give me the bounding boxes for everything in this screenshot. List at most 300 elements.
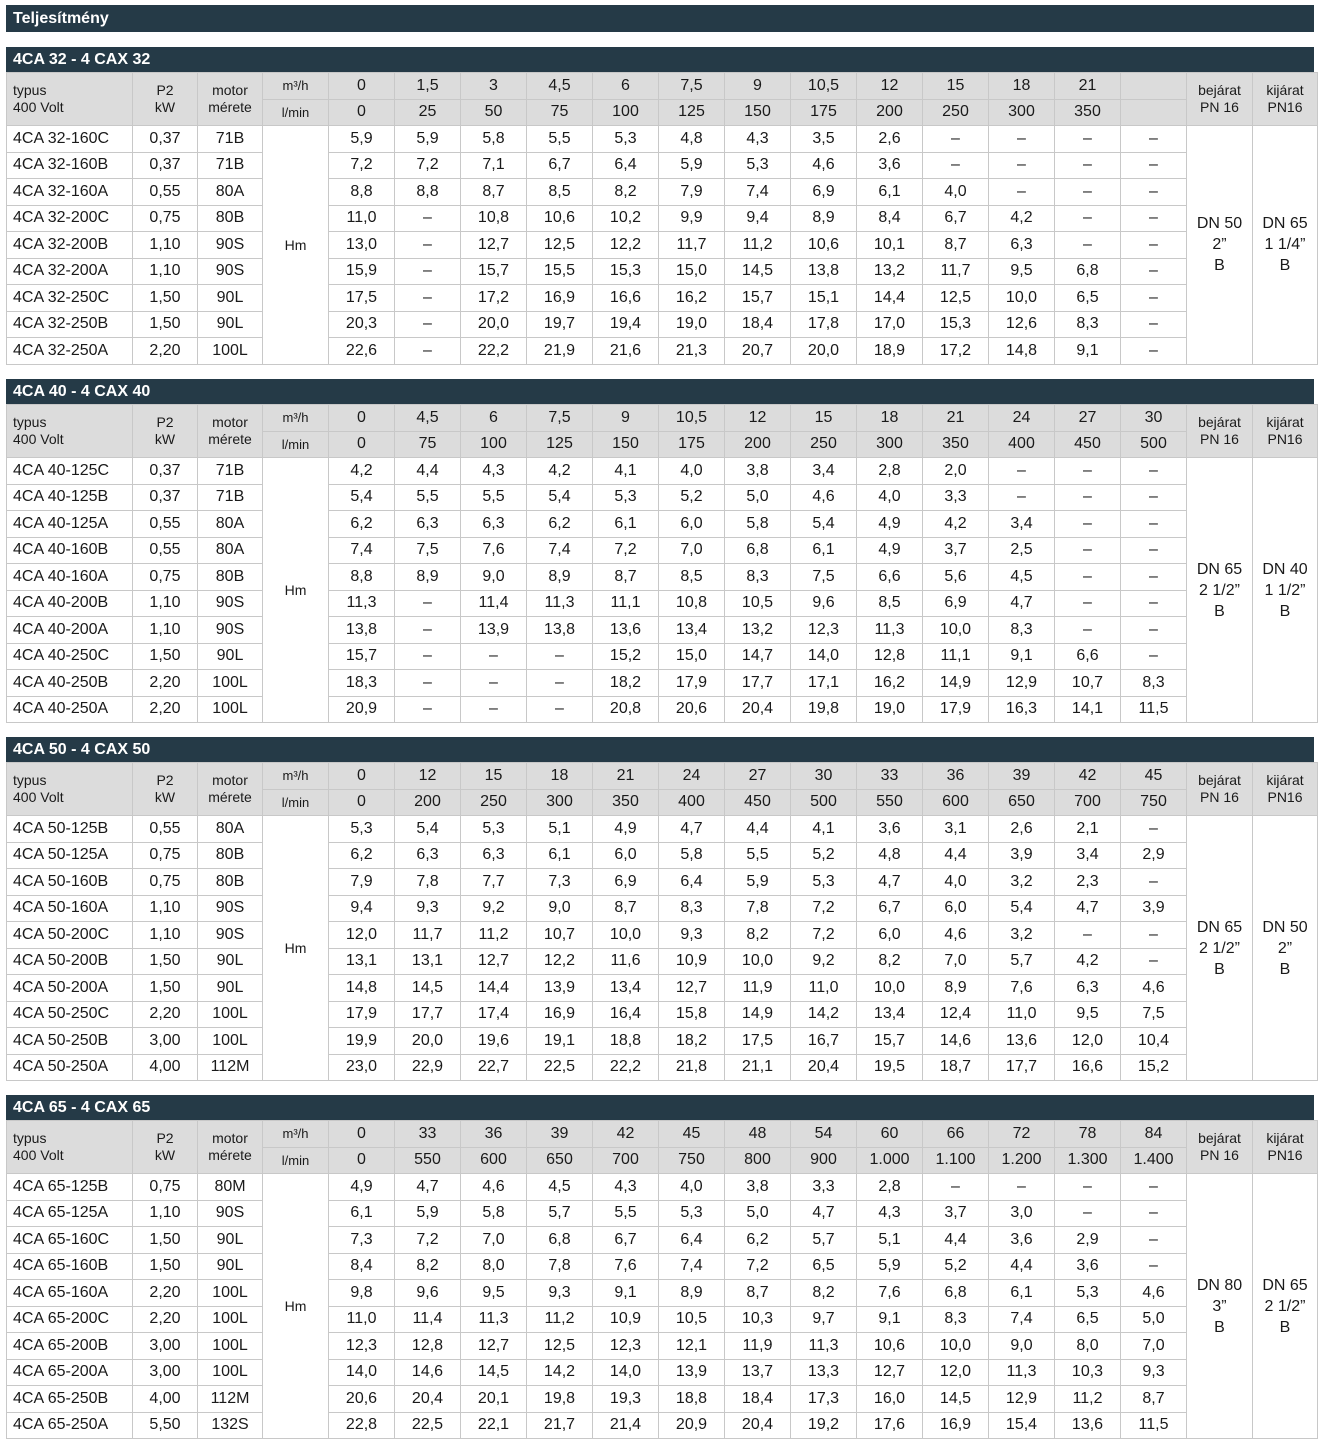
head-value-cell: 8,2	[725, 922, 791, 949]
head-value-cell: 4,2	[923, 511, 989, 538]
head-value-cell: 8,7	[593, 564, 659, 591]
head-value-cell: 10,6	[857, 1333, 923, 1360]
model-cell: 4CA 65-160C	[7, 1227, 133, 1254]
head-value-cell: 12,2	[593, 232, 659, 259]
head-value-cell: 20,6	[659, 696, 725, 723]
head-value-cell: 7,9	[659, 179, 725, 206]
head-value-cell: 6,0	[593, 842, 659, 869]
head-value-cell: 11,7	[395, 922, 461, 949]
outlet-pn-label: PN16	[1267, 99, 1303, 115]
head-value-cell: 7,8	[395, 869, 461, 896]
motor-size-label: mérete	[208, 789, 252, 805]
outlet-connection	[1253, 1174, 1318, 1439]
head-value-cell: 3,0	[989, 1200, 1055, 1227]
head-value-cell: 2,9	[1055, 1227, 1121, 1254]
head-value-cell: 9,9	[659, 205, 725, 232]
head-value-cell: 4,0	[923, 179, 989, 206]
head-value-cell: 8,2	[593, 179, 659, 206]
outlet-spec: DN 40	[1262, 560, 1308, 578]
head-value-cell: –	[1121, 617, 1187, 644]
head-value-cell: 6,2	[329, 842, 395, 869]
head-value-cell: 16,9	[527, 285, 593, 312]
table-row	[7, 590, 1318, 617]
head-value-cell: 15,2	[1121, 1054, 1187, 1081]
head-value-cell: 7,5	[1121, 1001, 1187, 1028]
p2-cell: 0,37	[133, 126, 198, 153]
head-value-cell: 3,2	[989, 869, 1055, 896]
motor-cell: 90L	[198, 311, 263, 338]
inlet-pn-label: PN 16	[1200, 431, 1239, 447]
head-value-cell: 13,4	[659, 617, 725, 644]
head-value-cell: –	[1055, 458, 1121, 485]
head-value-cell: 7,5	[395, 537, 461, 564]
head-value-cell: 9,0	[989, 1333, 1055, 1360]
head-value-cell: 3,3	[923, 484, 989, 511]
head-value-cell: 6,6	[1055, 643, 1121, 670]
head-value-cell: 12,3	[329, 1333, 395, 1360]
head-value-cell: 11,3	[989, 1359, 1055, 1386]
head-value-cell: 15,7	[857, 1028, 923, 1055]
outlet-spec: B	[1279, 602, 1291, 620]
head-value-cell: 13,6	[989, 1028, 1055, 1055]
head-value-cell: 4,0	[857, 484, 923, 511]
head-value-cell: 13,0	[329, 232, 395, 259]
head-value-cell: 10,2	[593, 205, 659, 232]
model-cell: 4CA 40-125B	[7, 484, 133, 511]
head-value-cell: 6,0	[857, 922, 923, 949]
table-row	[7, 1174, 1318, 1201]
head-value-cell: –	[395, 285, 461, 312]
head-value-cell: 4,9	[857, 511, 923, 538]
flow-lmin-cell: 200	[857, 99, 923, 126]
head-value-cell: 4,6	[923, 922, 989, 949]
motor-cell: 90S	[198, 922, 263, 949]
head-value-cell: 16,9	[527, 1001, 593, 1028]
flow-lmin-cell: 300	[527, 789, 593, 816]
inlet-pn-label: PN 16	[1200, 1147, 1239, 1163]
p2-cell: 0,55	[133, 179, 198, 206]
flow-m3h-cell: 12	[395, 763, 461, 790]
head-value-cell: 13,9	[659, 1359, 725, 1386]
head-value-cell: 21,4	[593, 1412, 659, 1439]
head-value-cell: 4,0	[659, 1174, 725, 1201]
model-cell: 4CA 32-250B	[7, 311, 133, 338]
head-value-cell: 6,1	[593, 511, 659, 538]
head-value-cell: –	[527, 696, 593, 723]
head-value-cell: –	[1121, 1174, 1187, 1201]
col-header-outlet	[1253, 73, 1318, 126]
outlet-spec: 2”	[1277, 939, 1293, 957]
head-value-cell: 8,5	[527, 179, 593, 206]
head-value-cell: 15,2	[593, 643, 659, 670]
head-value-cell: 6,3	[395, 511, 461, 538]
head-value-cell: 13,1	[329, 948, 395, 975]
table-row	[7, 869, 1318, 896]
head-value-cell: 8,9	[395, 564, 461, 591]
hm-label: Hm	[263, 816, 329, 1081]
outlet-spec: B	[1279, 1318, 1291, 1336]
model-cell: 4CA 65-200A	[7, 1359, 133, 1386]
model-cell: 4CA 50-250A	[7, 1054, 133, 1081]
head-value-cell: 7,2	[593, 537, 659, 564]
head-value-cell: –	[1121, 590, 1187, 617]
p2-label: P2	[156, 414, 174, 430]
table-row	[7, 1333, 1318, 1360]
table-row	[7, 258, 1318, 285]
table-row	[7, 1001, 1318, 1028]
head-value-cell: 4,6	[791, 484, 857, 511]
motor-cell: 90S	[198, 617, 263, 644]
p2-cell: 0,55	[133, 816, 198, 843]
head-value-cell: 6,3	[989, 232, 1055, 259]
head-value-cell: 6,3	[395, 842, 461, 869]
p2-cell: 1,10	[133, 232, 198, 259]
head-value-cell: 3,6	[857, 152, 923, 179]
head-value-cell: 8,2	[857, 948, 923, 975]
head-value-cell: 17,5	[725, 1028, 791, 1055]
model-cell: 4CA 40-125A	[7, 511, 133, 538]
head-value-cell: 4,8	[659, 126, 725, 153]
flow-m3h-cell: 72	[989, 1121, 1055, 1148]
head-value-cell: 20,4	[791, 1054, 857, 1081]
head-value-cell: 5,2	[923, 1253, 989, 1280]
inlet-pn-label: PN 16	[1200, 99, 1239, 115]
head-value-cell: 6,0	[659, 511, 725, 538]
head-value-cell: 20,3	[329, 311, 395, 338]
unit-m3h: m³/h	[263, 405, 329, 432]
head-value-cell: 2,9	[1121, 842, 1187, 869]
flow-lmin-cell: 350	[1055, 99, 1121, 126]
flow-lmin-cell: 250	[923, 99, 989, 126]
flow-lmin-cell: 350	[923, 431, 989, 458]
head-value-cell: 11,2	[725, 232, 791, 259]
head-value-cell: 5,3	[659, 1200, 725, 1227]
head-value-cell: 2,5	[989, 537, 1055, 564]
voltage-label: 400 Volt	[13, 789, 64, 805]
model-cell: 4CA 32-250C	[7, 285, 133, 312]
head-value-cell: 20,1	[461, 1386, 527, 1413]
head-value-cell: 19,0	[857, 696, 923, 723]
head-value-cell: 22,1	[461, 1412, 527, 1439]
head-value-cell: 9,4	[329, 895, 395, 922]
outlet-label: kijárat	[1266, 82, 1304, 98]
head-value-cell: 17,6	[857, 1412, 923, 1439]
head-value-cell: 8,2	[791, 1280, 857, 1307]
head-value-cell: 13,2	[725, 617, 791, 644]
head-value-cell: 16,2	[857, 670, 923, 697]
head-value-cell: 4,2	[329, 458, 395, 485]
head-value-cell: 7,4	[725, 179, 791, 206]
motor-cell: 90S	[198, 232, 263, 259]
head-value-cell: –	[395, 232, 461, 259]
head-value-cell: 5,4	[989, 895, 1055, 922]
head-value-cell: 8,3	[725, 564, 791, 591]
p2-cell: 0,75	[133, 869, 198, 896]
head-value-cell: 6,8	[923, 1280, 989, 1307]
head-value-cell: 18,9	[857, 338, 923, 365]
head-value-cell: 16,3	[989, 696, 1055, 723]
col-header-motor	[198, 73, 263, 126]
head-value-cell: 7,0	[461, 1227, 527, 1254]
head-value-cell: 13,9	[527, 975, 593, 1002]
head-value-cell: –	[1121, 816, 1187, 843]
kw-label: kW	[154, 431, 176, 447]
model-cell: 4CA 50-160A	[7, 895, 133, 922]
head-value-cell: 5,3	[791, 869, 857, 896]
flow-lmin-cell: 150	[593, 431, 659, 458]
flow-m3h-cell: 18	[527, 763, 593, 790]
section-title: 4CA 65 - 4 CAX 65	[6, 1095, 1314, 1120]
head-value-cell: –	[395, 338, 461, 365]
head-value-cell: 4,9	[329, 1174, 395, 1201]
inlet-spec: 2 1/2”	[1199, 939, 1240, 957]
head-value-cell: 6,7	[923, 205, 989, 232]
head-value-cell: 5,3	[1055, 1280, 1121, 1307]
head-value-cell: 21,1	[725, 1054, 791, 1081]
head-value-cell: 6,2	[329, 511, 395, 538]
head-value-cell: –	[461, 696, 527, 723]
head-value-cell: –	[923, 152, 989, 179]
head-value-cell: 11,5	[1121, 696, 1187, 723]
head-value-cell: 6,8	[527, 1227, 593, 1254]
head-value-cell: 11,7	[923, 258, 989, 285]
section-title: 4CA 40 - 4 CAX 40	[6, 379, 1314, 404]
head-value-cell: 17,5	[329, 285, 395, 312]
head-value-cell: 9,5	[989, 258, 1055, 285]
outlet-spec: 1 1/4”	[1264, 236, 1306, 254]
head-value-cell: 21,3	[659, 338, 725, 365]
flow-lmin-cell: 50	[461, 99, 527, 126]
head-value-cell: –	[395, 617, 461, 644]
head-value-cell: 6,0	[923, 895, 989, 922]
table-row	[7, 617, 1318, 644]
motor-cell: 80B	[198, 564, 263, 591]
head-value-cell: 4,7	[989, 590, 1055, 617]
outlet-pn-label: PN16	[1267, 1147, 1303, 1163]
head-value-cell: 9,0	[527, 895, 593, 922]
head-value-cell: 5,0	[725, 1200, 791, 1227]
flow-lmin-cell: 650	[989, 789, 1055, 816]
head-value-cell: 7,4	[329, 537, 395, 564]
head-value-cell: 4,4	[923, 842, 989, 869]
inlet-label: bejárat	[1198, 1130, 1241, 1146]
head-value-cell: 10,5	[659, 1306, 725, 1333]
head-value-cell: 7,1	[461, 152, 527, 179]
head-value-cell: 19,3	[593, 1386, 659, 1413]
table-row	[7, 1227, 1318, 1254]
head-value-cell: 15,7	[461, 258, 527, 285]
head-value-cell: 20,7	[725, 338, 791, 365]
inlet-label: bejárat	[1198, 414, 1241, 430]
head-value-cell: 6,5	[1055, 1306, 1121, 1333]
head-value-cell: 11,0	[989, 1001, 1055, 1028]
flow-m3h-cell: 24	[989, 405, 1055, 432]
head-value-cell: –	[1055, 537, 1121, 564]
p2-cell: 0,37	[133, 484, 198, 511]
section-title: 4CA 32 - 4 CAX 32	[6, 47, 1314, 72]
head-value-cell: 9,5	[461, 1280, 527, 1307]
flow-lmin-cell: 0	[329, 99, 395, 126]
head-value-cell: 5,0	[1121, 1306, 1187, 1333]
flow-m3h-cell: 45	[1121, 763, 1187, 790]
head-value-cell: 3,8	[725, 458, 791, 485]
flow-m3h-cell: 0	[329, 73, 395, 100]
head-value-cell: 7,3	[329, 1227, 395, 1254]
p2-cell: 2,20	[133, 1306, 198, 1333]
head-value-cell: –	[1055, 922, 1121, 949]
head-value-cell: 6,8	[725, 537, 791, 564]
flow-m3h-cell	[1121, 73, 1187, 100]
head-value-cell: 5,3	[329, 816, 395, 843]
model-cell: 4CA 32-250A	[7, 338, 133, 365]
table-row	[7, 1028, 1318, 1055]
table-row	[7, 205, 1318, 232]
p2-cell: 2,20	[133, 670, 198, 697]
head-value-cell: 22,6	[329, 338, 395, 365]
head-value-cell: 3,9	[1121, 895, 1187, 922]
flow-lmin-cell: 250	[791, 431, 857, 458]
head-value-cell: 18,2	[659, 1028, 725, 1055]
head-value-cell: 10,3	[725, 1306, 791, 1333]
motor-cell: 80A	[198, 511, 263, 538]
head-value-cell: 7,2	[329, 152, 395, 179]
head-value-cell: 5,8	[725, 511, 791, 538]
head-value-cell: 3,5	[791, 126, 857, 153]
head-value-cell: 17,2	[923, 338, 989, 365]
col-header-p2	[133, 73, 198, 126]
head-value-cell: 14,1	[1055, 696, 1121, 723]
head-value-cell: 6,4	[659, 1227, 725, 1254]
head-value-cell: 10,7	[527, 922, 593, 949]
p2-cell: 1,50	[133, 948, 198, 975]
motor-cell: 71B	[198, 458, 263, 485]
kw-label: kW	[154, 1147, 176, 1163]
head-value-cell: 19,6	[461, 1028, 527, 1055]
motor-cell: 100L	[198, 1306, 263, 1333]
unit-lmin: l/min	[263, 1147, 329, 1174]
head-value-cell: 5,2	[659, 484, 725, 511]
head-value-cell: 3,9	[989, 842, 1055, 869]
unit-m3h: m³/h	[263, 1121, 329, 1148]
inlet-spec: 2”	[1212, 236, 1227, 254]
col-header-inlet	[1187, 1121, 1253, 1174]
head-value-cell: 15,7	[725, 285, 791, 312]
motor-cell: 112M	[198, 1386, 263, 1413]
head-value-cell: –	[1121, 179, 1187, 206]
head-value-cell: 7,7	[461, 869, 527, 896]
flow-m3h-cell: 36	[923, 763, 989, 790]
head-value-cell: 7,6	[857, 1280, 923, 1307]
head-value-cell: 4,4	[923, 1227, 989, 1254]
flow-m3h-cell: 42	[593, 1121, 659, 1148]
flow-lmin-cell: 100	[593, 99, 659, 126]
head-value-cell: 8,3	[989, 617, 1055, 644]
inlet-spec: DN 65	[1196, 918, 1243, 936]
p2-cell: 0,55	[133, 511, 198, 538]
model-cell: 4CA 40-250C	[7, 643, 133, 670]
flow-m3h-cell: 3	[461, 73, 527, 100]
head-value-cell: 9,3	[1121, 1359, 1187, 1386]
head-value-cell: 6,7	[593, 1227, 659, 1254]
head-value-cell: 13,2	[857, 258, 923, 285]
head-value-cell: –	[527, 670, 593, 697]
head-value-cell: 16,6	[593, 285, 659, 312]
table-row	[7, 126, 1318, 153]
voltage-label: 400 Volt	[13, 99, 64, 115]
head-value-cell: 5,8	[659, 842, 725, 869]
motor-cell: 80B	[198, 205, 263, 232]
head-value-cell: 10,0	[857, 975, 923, 1002]
table-row	[7, 975, 1318, 1002]
p2-cell: 1,50	[133, 1253, 198, 1280]
inlet-spec: B	[1214, 602, 1225, 620]
col-header-p2	[133, 405, 198, 458]
head-value-cell: 4,9	[593, 816, 659, 843]
flow-lmin-cell: 800	[725, 1147, 791, 1174]
table-row	[7, 948, 1318, 975]
head-value-cell: 9,1	[593, 1280, 659, 1307]
head-value-cell: 5,3	[461, 816, 527, 843]
table-row	[7, 895, 1318, 922]
model-cell: 4CA 50-200C	[7, 922, 133, 949]
head-value-cell: 4,5	[527, 1174, 593, 1201]
head-value-cell: 3,7	[923, 537, 989, 564]
col-header-outlet	[1253, 763, 1318, 816]
head-value-cell: 9,1	[1055, 338, 1121, 365]
head-value-cell: 13,6	[593, 617, 659, 644]
head-value-cell: 6,1	[791, 537, 857, 564]
head-value-cell: 9,2	[791, 948, 857, 975]
head-value-cell: –	[989, 484, 1055, 511]
head-value-cell: 5,0	[725, 484, 791, 511]
motor-cell: 100L	[198, 338, 263, 365]
table-row	[7, 1306, 1318, 1333]
model-cell: 4CA 40-160A	[7, 564, 133, 591]
col-header-inlet	[1187, 405, 1253, 458]
head-value-cell: 17,7	[725, 670, 791, 697]
flow-m3h-cell: 4,5	[527, 73, 593, 100]
head-value-cell: –	[1121, 948, 1187, 975]
head-value-cell: 16,9	[923, 1412, 989, 1439]
outlet-spec: B	[1279, 257, 1291, 275]
head-value-cell: 19,8	[791, 696, 857, 723]
head-value-cell: 20,0	[791, 338, 857, 365]
head-value-cell: 4,1	[593, 458, 659, 485]
flow-m3h-cell: 18	[989, 73, 1055, 100]
head-value-cell: 6,7	[857, 895, 923, 922]
flow-lmin-cell: 500	[1121, 431, 1187, 458]
head-value-cell: 14,7	[725, 643, 791, 670]
head-value-cell: 11,0	[791, 975, 857, 1002]
head-value-cell: 16,0	[857, 1386, 923, 1413]
head-value-cell: 11,3	[791, 1333, 857, 1360]
table-row	[7, 816, 1318, 843]
head-value-cell: 9,3	[527, 1280, 593, 1307]
table-row	[7, 670, 1318, 697]
p2-cell: 3,00	[133, 1028, 198, 1055]
head-value-cell: –	[1055, 511, 1121, 538]
head-value-cell: 11,3	[527, 590, 593, 617]
head-value-cell: 9,8	[329, 1280, 395, 1307]
head-value-cell: 12,3	[593, 1333, 659, 1360]
flow-lmin-cell: 125	[527, 431, 593, 458]
head-value-cell: 8,7	[725, 1280, 791, 1307]
p2-cell: 2,20	[133, 696, 198, 723]
head-value-cell: 12,7	[857, 1359, 923, 1386]
outlet-connection	[1253, 458, 1318, 723]
head-value-cell: 12,7	[659, 975, 725, 1002]
inlet-spec: B	[1214, 257, 1225, 275]
